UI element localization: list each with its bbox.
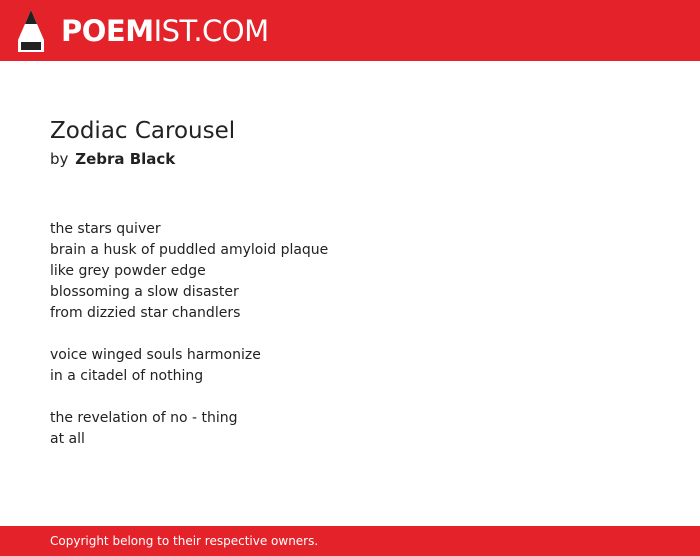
- poem-title: Zodiac Carousel: [50, 118, 236, 144]
- site-footer: [0, 526, 700, 556]
- poem-line: voice winged souls harmonize: [50, 347, 261, 363]
- poem-line: the revelation of no - thing: [50, 410, 238, 426]
- site-logo[interactable]: [61, 11, 269, 51]
- by-label: by: [50, 150, 69, 168]
- poem-line: from dizzied star chandlers: [50, 305, 241, 321]
- poem-line: blossoming a slow disaster: [50, 284, 239, 300]
- pencil-tip-icon[interactable]: [18, 10, 44, 52]
- poem-line: at all: [50, 431, 85, 447]
- poem-body: [50, 219, 650, 450]
- author-link[interactable]: Zebra Black: [75, 150, 176, 168]
- copyright-text: Copyright belong to their respective owners.: [50, 534, 319, 548]
- byline: [50, 149, 175, 169]
- logo-light-text: IST.COM: [153, 14, 269, 48]
- stanza-break: [50, 387, 650, 408]
- site-header: [0, 0, 700, 61]
- poem-line: the stars quiver: [50, 221, 161, 237]
- poem-line: brain a husk of puddled amyloid plaque: [50, 242, 329, 258]
- poem-line: like grey powder edge: [50, 263, 206, 279]
- logo-bold-text: POEM: [61, 14, 154, 48]
- poem-line: in a citadel of nothing: [50, 368, 204, 384]
- stanza-break: [50, 324, 650, 345]
